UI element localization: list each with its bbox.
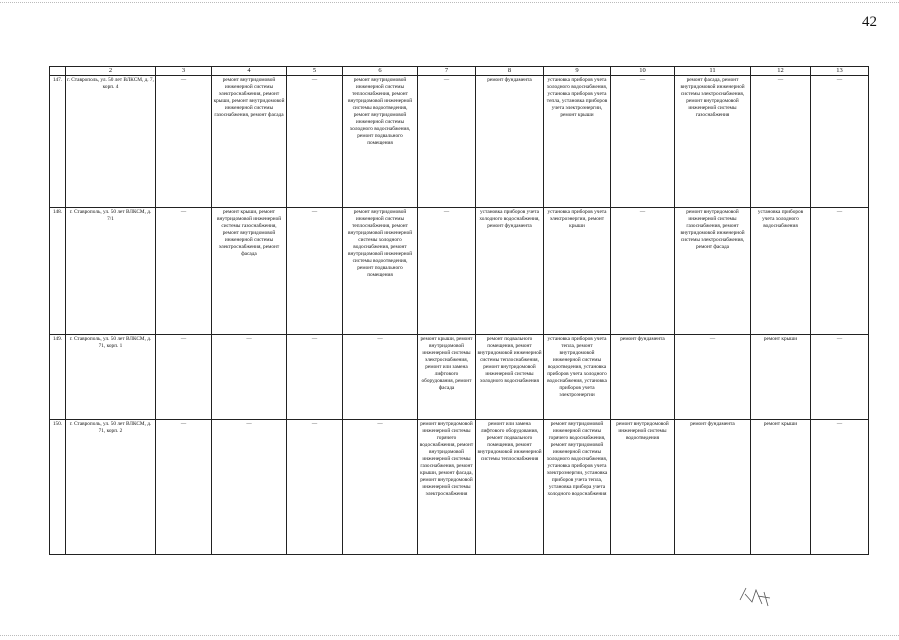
address-cell: г. Ставрополь, ул. 50 лет ВЛКСМ, д. 71, корп. 1 [66,335,156,420]
header-cell: 12 [751,67,811,76]
work-cell: ремонт фундамента [675,420,751,555]
header-cell-index [50,67,66,76]
work-cell: — [156,420,212,555]
work-cell: ремонт крыши, ремонт внутридомовой инженерной системы электроснабжения, ремонт или замена лифтового оборудования, ремонт фасада [418,335,476,420]
repair-schedule-table [49,66,869,555]
work-cell: — [418,208,476,335]
header-cell: 13 [811,67,869,76]
row-number: 150. [50,420,66,555]
work-cell: — [611,208,675,335]
row-number: 149. [50,335,66,420]
work-cell: установка приборов учета холодного водоснабжения [751,208,811,335]
header-cell: 3 [156,67,212,76]
work-cell: — [343,335,418,420]
work-cell: ремонт внутридомовой инженерной системы горячего водоснабжения, ремонт внутридомовой инженерной системы холодного водоснабжения, установка приборов учета электроэнергии, установка приборов учета тепла, установка прибора учета холодного водоснабжения [544,420,611,555]
work-cell: — [156,335,212,420]
work-cell: — [611,76,675,208]
work-cell: — [287,335,343,420]
work-cell: — [287,420,343,555]
header-row [50,67,869,76]
work-cell: ремонт внутридомовой инженерной системы теплоснабжения, ремонт внутридомовой инженерной системы водоотведения, ремонт внутридомовой инженерной системы холодного водоснабжения, ремонт подвального помещения [343,76,418,208]
work-cell: — [811,76,869,208]
header-cell: 11 [675,67,751,76]
work-cell: ремонт внутридомовой инженерной системы газоснабжения, ремонт внутридомовой инженерной системы электроснабжения, ремонт фасада [675,208,751,335]
table-row [50,335,869,420]
header-cell: 7 [418,67,476,76]
work-cell: ремонт внутридомовой инженерной системы водоотведения [611,420,675,555]
work-cell: установка приборов учета электроэнергии, ремонт крыши [544,208,611,335]
work-cell: — [156,76,212,208]
header-cell: 10 [611,67,675,76]
work-cell: — [287,76,343,208]
work-cell: — [343,420,418,555]
work-cell: ремонт внутридомовой инженерной системы теплоснабжения, ремонт внутридомовой инженерной системы холодного водоснабжения, ремонт внутридомовой инженерной системы водоотведения, ремонт подвального помещения [343,208,418,335]
work-cell: ремонт фундамента [611,335,675,420]
page-number: 42 [862,14,877,30]
work-cell: — [675,335,751,420]
work-cell: ремонт крыши [751,335,811,420]
header-cell: 9 [544,67,611,76]
bottom-scan-edge [0,635,899,636]
table-row [50,420,869,555]
work-cell: — [287,208,343,335]
work-cell: — [212,420,287,555]
work-cell: ремонт фундамента [476,76,544,208]
address-cell: г. Ставрополь, ул. 50 лет ВЛКСМ, д. 71, корп. 2 [66,420,156,555]
table-row [50,76,869,208]
work-cell: ремонт внутридомовой инженерной системы горячего водоснабжения, ремонт внутридомовой инженерной системы газоснабжения, ремонт крыши, ремонт фасада, ремонт внутридомовой инженерной системы электроснабжения [418,420,476,555]
handwritten-mark [736,580,776,610]
row-number: 148. [50,208,66,335]
header-cell: 8 [476,67,544,76]
work-cell: установка приборов учета холодного водоснабжения, установка приборов учета тепла, установка приборов учета электроэнергии, ремонт крыши [544,76,611,208]
row-number: 147. [50,76,66,208]
work-cell: — [418,76,476,208]
work-cell: — [212,335,287,420]
work-cell: ремонт крыши [751,420,811,555]
work-cell: ремонт подвального помещения, ремонт внутридомовой инженерной системы теплоснабжения, ремонт внутридомовой инженерной системы холодного водоснабжения [476,335,544,420]
work-cell: ремонт внутридомовой инженерной системы электроснабжения, ремонт крыши, ремонт внутридомовой инженерной системы газоснабжения, ремонт фасада [212,76,287,208]
work-cell: ремонт или замена лифтового оборудования, ремонт подвального помещения, ремонт внутридомовой инженерной системы теплоснабжения [476,420,544,555]
work-cell: ремонт фасада, ремонт внутридомовой инженерной системы электроснабжения, ремонт внутридомовой инженерной системы газоснабжения [675,76,751,208]
work-cell: — [751,76,811,208]
header-cell: 5 [287,67,343,76]
work-cell: ремонт крыши, ремонт внутридомовой инженерной системы газоснабжения, ремонт внутридомовой инженерной системы электроснабжения, ремонт фасада [212,208,287,335]
work-cell: установка приборов учета тепла, ремонт внутридомовой инженерной системы водоотведения, установка приборов учета холодного водоснабжения, установка приборов учета электроэнергии [544,335,611,420]
header-cell: 6 [343,67,418,76]
work-cell: установка приборов учета холодного водоснабжения, ремонт фундамента [476,208,544,335]
work-cell: — [811,420,869,555]
header-cell: 2 [66,67,156,76]
table-row [50,208,869,335]
top-scan-edge [0,2,899,3]
header-cell: 4 [212,67,287,76]
work-cell: — [811,208,869,335]
address-cell: г. Ставрополь, ул. 50 лет ВЛКСМ, д. 7, корп. 4 [66,76,156,208]
work-cell: — [811,335,869,420]
work-cell: — [156,208,212,335]
address-cell: г. Ставрополь, ул. 50 лет ВЛКСМ, д. 7/1 [66,208,156,335]
